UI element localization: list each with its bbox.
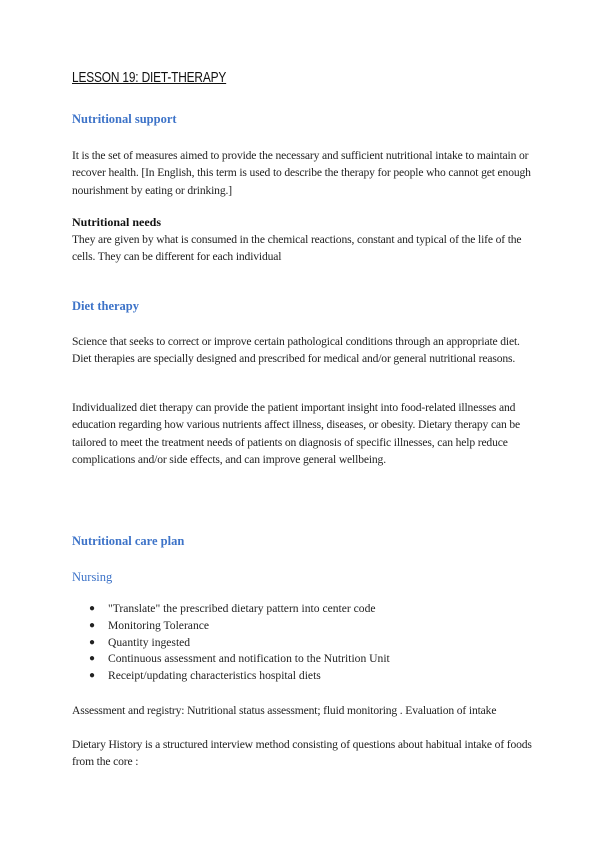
nutritional-needs-paragraph: They are given by what is consumed in the chemical reactions, constant and typical of the life of the cells. They can be different for each individual [72, 233, 522, 264]
bullet-icon: ● [89, 653, 96, 665]
bullet-icon: ● [89, 636, 96, 648]
list-item: ● Continuous assessment and notification to the Nutrition Unit [72, 651, 390, 668]
list-item: ● Receipt/updating characteristics hospital diets [72, 668, 390, 685]
subheading-nursing: Nursing [72, 570, 113, 584]
diet-therapy-paragraph-2: Individualized diet therapy can provide the patient important insight into food-related illnesses and education regarding how various nutrients affect illness, diseases, or obesity. Dietary therapy can be tailored to meet the treatment needs of patients on diagnosis of specific illnesses, can help reduce complications and/or side effects, and can improve general wellbeing. [72, 401, 520, 467]
heading-nutritional-needs: Nutritional needs [72, 215, 162, 229]
list-item: ● "Translate" the prescribed dietary pattern into center code [72, 601, 390, 618]
assessment-paragraph: Assessment and registry: Nutritional status assessment; fluid monitoring . Evaluation of intake [72, 704, 497, 717]
bullet-icon: ● [89, 603, 96, 614]
nursing-bullet-list [72, 601, 390, 685]
heading-nutritional-support: Nutritional support [72, 112, 177, 126]
bullet-icon: ● [89, 619, 96, 631]
heading-nutritional-care-plan: Nutritional care plan [72, 534, 185, 548]
diet-therapy-paragraph-1: Science that seeks to correct or improve certain pathological conditions through an appropriate diet. Diet therapies are specially designed and prescribed for medical and/or general nutritional reasons. [72, 335, 520, 366]
page-title: LESSON 19: DIET-THERAPY [72, 70, 227, 86]
list-item: ● Monitoring Tolerance [72, 618, 390, 635]
dietary-history-paragraph: Dietary History is a structured interview method consisting of questions about habitual intake of foods from the core : [72, 738, 532, 769]
nutritional-support-paragraph: It is the set of measures aimed to provide the necessary and sufficient nutritional intake to maintain or recover health. [In English, this term is used to describe the therapy for people who cannot get enough nourishment by eating or drinking.] [72, 149, 531, 197]
list-item: ● Quantity ingested [72, 635, 390, 652]
bullet-icon: ● [89, 670, 96, 682]
heading-diet-therapy: Diet therapy [72, 299, 139, 313]
